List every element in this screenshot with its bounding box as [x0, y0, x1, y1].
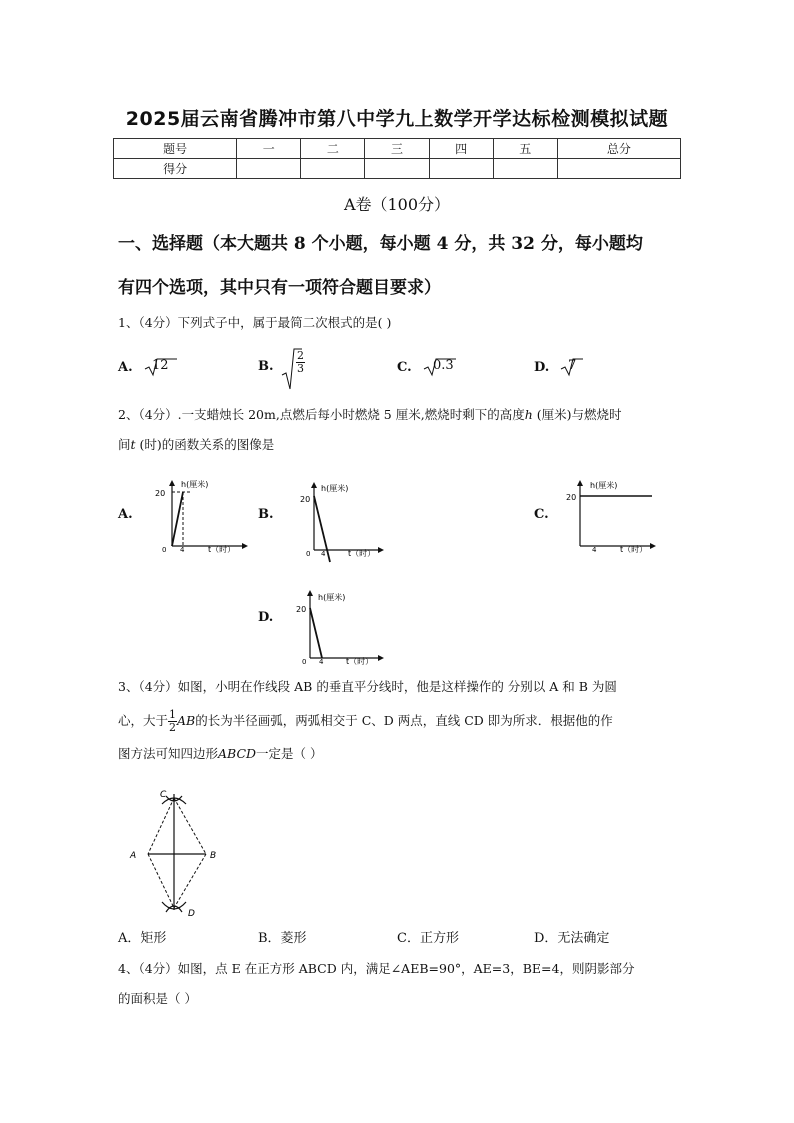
- q2-line1-a: 2、（4分）.一支蜡烛长 20m,点燃后每小时燃烧 5 厘米,燃烧时剩下的高度: [118, 407, 525, 422]
- q2-var-h: h: [524, 407, 533, 422]
- q3-line2-a: 心，大于: [118, 713, 169, 728]
- q2-line2: [118, 435, 688, 455]
- q3-line3: [118, 744, 688, 764]
- score-cell: [557, 159, 680, 179]
- q2-line1-b: (厘米)与燃烧时: [532, 407, 622, 422]
- score-cell: [301, 159, 365, 179]
- score-table-header-row: [114, 139, 681, 159]
- q2-graph-a: [150, 478, 250, 556]
- q1-radicand-c: 0.3: [433, 358, 454, 373]
- q2-graph-b: [296, 480, 386, 564]
- score-header-cell: 一: [237, 139, 301, 159]
- graph-b-t-label: t（时）: [348, 549, 376, 558]
- q3-label-d: D: [188, 909, 195, 919]
- section-1-line1: 一、选择题（本大题共 8 个小题，每小题 4 分，共 32 分，每小题均: [118, 234, 643, 254]
- q2-option-a-label: A.: [118, 507, 133, 522]
- graph-a-x-tick: 4: [180, 546, 185, 554]
- q4-line2: 的面积是（ ）: [118, 991, 197, 1006]
- score-row-label: 得分: [114, 159, 237, 179]
- q3-label-c: C: [160, 790, 167, 800]
- q1-option-a-label: A.: [118, 359, 133, 375]
- graph-d-x-tick: 4: [319, 658, 324, 666]
- graph-d-t-label: t（时）: [346, 657, 374, 666]
- q3-line1: 3、（4分）如图，小明在作线段 AB 的垂直平分线时，他是这样操作的 分别以 A 和 B 为圆: [118, 679, 617, 694]
- graph-c-y-tick: 20: [566, 493, 577, 502]
- q1-text: 1、（4分）下列式子中，属于最简二次根式的是( ): [118, 315, 392, 330]
- q2-line2-a: 间: [118, 437, 131, 452]
- score-header-cell: 三: [365, 139, 429, 159]
- q3-fraction: [168, 709, 177, 734]
- section-a-heading: A卷（100分）: [343, 195, 451, 214]
- q1-option-c-label: C.: [397, 359, 412, 375]
- graph-a-y-tick: 20: [155, 489, 166, 498]
- q3-line2-b: 的长为半径画弧，两弧相交于 C、D 两点，直线 CD 即为所求．根据他的作: [195, 713, 613, 728]
- q1-option-b-label: B.: [258, 359, 274, 374]
- score-cell: [237, 159, 301, 179]
- q1-option-d: [534, 357, 583, 377]
- q3-label-b: B: [210, 851, 217, 861]
- q2-graph-c: [564, 478, 660, 556]
- q4-line1: 4、（4分）如图，点 E 在正方形 ABCD 内，满足∠AEB=90°，AE=3，BE=4，则阴影部分: [118, 961, 635, 976]
- graph-b-y-tick: 20: [300, 495, 311, 504]
- q3-label-a: A: [130, 851, 137, 861]
- q1-option-d-label: D.: [534, 359, 550, 375]
- q3-line3-b: 一定是（ ）: [256, 746, 323, 761]
- q2-text: [118, 405, 688, 455]
- graph-c-x-tick: 4: [592, 546, 597, 554]
- q3-figure: [122, 784, 232, 922]
- graph-d-origin: 0: [302, 658, 307, 666]
- graph-d-h-label: h(厘米): [318, 593, 346, 602]
- score-header-cell: 题号: [114, 139, 237, 159]
- q1-option-b: [258, 347, 304, 375]
- q1-fraction-b-num: 2: [297, 349, 304, 362]
- graph-c-h-label: h(厘米): [590, 481, 618, 490]
- q3-option-c: C．正方形: [397, 931, 459, 946]
- q2-option-b-label: B.: [258, 507, 274, 522]
- q3-var-ab: AB: [177, 713, 196, 728]
- q3-line2: [118, 709, 688, 734]
- graph-c-t-label: t（时）: [620, 545, 648, 554]
- score-cell: [493, 159, 557, 179]
- q1-fraction-b-den: 3: [297, 362, 304, 375]
- score-header-cell: 五: [493, 139, 557, 159]
- q2-graph-d: [292, 588, 388, 668]
- graph-b-x-tick: 4: [321, 550, 326, 558]
- q1-option-a: [118, 357, 177, 377]
- graph-a-h-label: h(厘米): [181, 480, 209, 489]
- q2-option-c-label: C.: [534, 507, 549, 522]
- q4-text: [118, 959, 688, 1009]
- q1-radicand-d: 7: [568, 358, 577, 373]
- score-header-cell: 总分: [557, 139, 680, 159]
- q1-option-c: [397, 357, 456, 377]
- q3-fraction-num: 1: [169, 708, 177, 721]
- score-header-cell: 四: [429, 139, 493, 159]
- graph-b-h-label: h(厘米): [321, 484, 349, 493]
- score-table: [113, 138, 681, 179]
- q3-option-b: B．菱形: [258, 931, 307, 946]
- score-table-score-row: [114, 159, 681, 179]
- score-cell: [365, 159, 429, 179]
- section-1-line2: 有四个选项，其中只有一项符合题目要求）: [118, 278, 441, 298]
- q2-var-t: t: [130, 437, 136, 452]
- q2-line1: [118, 405, 688, 425]
- page-title: 2025届云南省腾冲市第八中学九上数学开学达标检测模拟试题: [125, 108, 669, 130]
- q2-option-d-label: D.: [258, 610, 274, 625]
- score-cell: [429, 159, 493, 179]
- graph-a-origin: 0: [162, 546, 167, 554]
- q3-fraction-den: 2: [169, 721, 177, 734]
- score-header-cell: 二: [301, 139, 365, 159]
- graph-d-y-tick: 20: [296, 605, 307, 614]
- graph-b-origin: 0: [306, 550, 311, 558]
- q3-line3-a: 图方法可知四边形: [118, 746, 219, 761]
- q3-var-abcd: ABCD: [218, 746, 257, 761]
- q2-line2-b: (时)的函数关系的图像是: [135, 437, 275, 452]
- section-1-heading: [118, 222, 688, 310]
- q3-option-d: D．无法确定: [534, 931, 610, 946]
- q3-text: [118, 677, 688, 764]
- q1-fraction-b: [296, 350, 305, 375]
- q1-radicand-a: 12: [152, 358, 169, 373]
- graph-a-t-label: t（时）: [208, 545, 236, 554]
- q3-option-a: A．矩形: [118, 931, 167, 946]
